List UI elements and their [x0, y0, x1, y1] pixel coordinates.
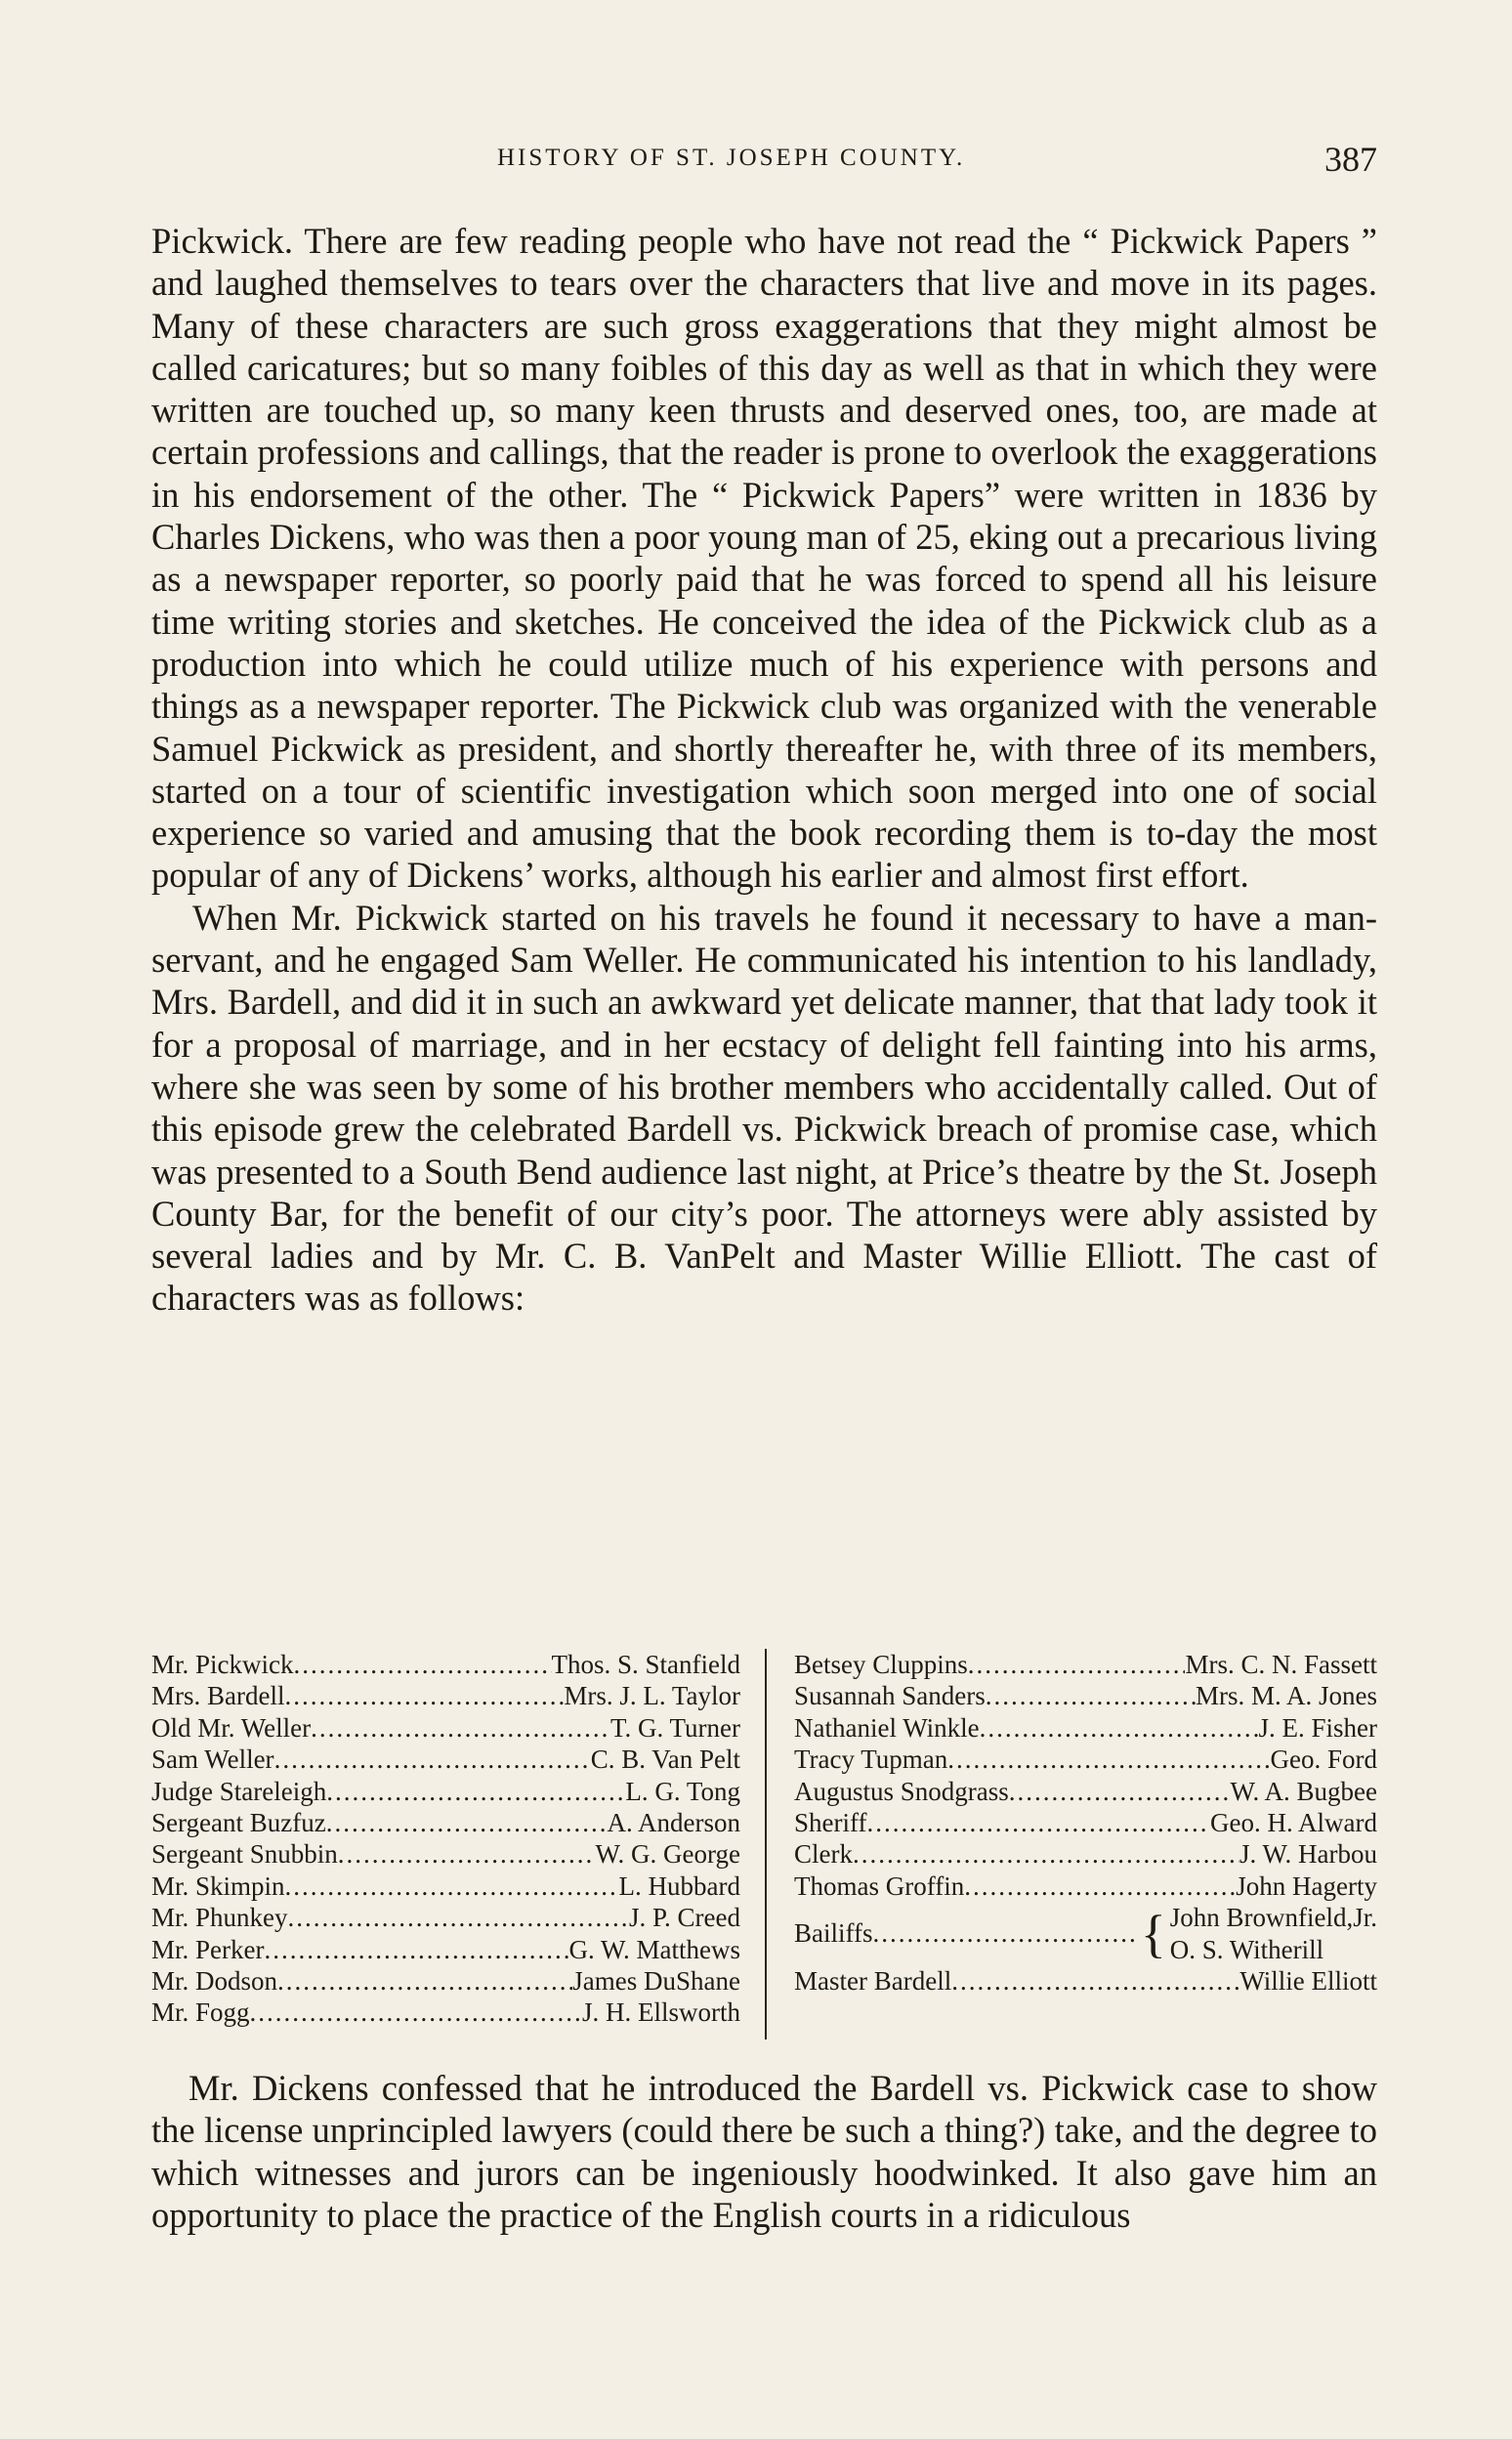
- cast-row: [151, 1649, 740, 1680]
- cast-actor: O. S. Witherill: [1169, 1934, 1324, 1964]
- cast-role: Mr. Pickwick: [151, 1650, 294, 1679]
- cast-role: Sam Weller: [151, 1745, 274, 1775]
- cast-actor: G. W. Matthews: [568, 1934, 740, 1964]
- cast-actor: J. E. Fisher: [1258, 1712, 1377, 1743]
- cast-row: [151, 1838, 740, 1870]
- cast-row: [151, 1997, 740, 2028]
- cast-role: Master Bardell: [794, 1965, 952, 1996]
- cast-role: Sergeant Snubbin: [151, 1839, 338, 1870]
- cast-actor: J. P. Creed: [629, 1903, 740, 1933]
- cast-actor: James DuShane: [572, 1965, 740, 1996]
- leader-dots: [285, 1871, 619, 1902]
- leader-dots: [326, 1807, 608, 1838]
- cast-role: Judge Stareleigh: [151, 1776, 327, 1806]
- cast-role: Betsey Cluppins: [794, 1650, 968, 1679]
- leader-dots: [853, 1838, 1239, 1870]
- leader-dots: [1009, 1776, 1231, 1807]
- cast-row: [151, 1934, 740, 1965]
- cast-actor: John Brownfield,Jr.: [1169, 1903, 1377, 1933]
- running-title: HISTORY OF ST. JOSEPH COUNTY.: [497, 145, 966, 171]
- cast-row: [794, 1807, 1377, 1838]
- bailiff-actors: [1170, 1902, 1377, 1965]
- cast-actor: W. G. George: [595, 1839, 740, 1870]
- body-text: [151, 220, 1377, 1320]
- cast-role: Clerk: [794, 1839, 853, 1870]
- cast-actor: Willie Elliott: [1239, 1965, 1377, 1996]
- cast-role: Tracy Tupman: [794, 1745, 948, 1775]
- leader-dots: [288, 1902, 629, 1933]
- leader-dots: [264, 1934, 568, 1965]
- cast-actor: Geo. H. Alward: [1210, 1807, 1377, 1837]
- leader-dots: [274, 1744, 591, 1775]
- cast-actor: A. Anderson: [607, 1807, 740, 1837]
- leader-dots: [873, 1917, 1137, 1949]
- leader-dots: [338, 1838, 596, 1870]
- cast-role: Bailiffs: [794, 1918, 873, 1949]
- cast-actor: J. H. Ellsworth: [582, 1997, 740, 2028]
- cast-role: Mr. Phunkey: [151, 1903, 288, 1933]
- cast-actor: John Hagerty: [1236, 1871, 1377, 1901]
- leader-dots: [326, 1776, 625, 1807]
- cast-actor: Mrs. M. A. Jones: [1195, 1681, 1377, 1711]
- cast-role: Mr. Dodson: [151, 1965, 278, 1996]
- cast-actor: J. W. Harbou: [1239, 1839, 1377, 1870]
- leader-dots: [284, 1680, 564, 1711]
- cast-row: [794, 1871, 1377, 1902]
- paragraph-bardell-case: When Mr. Pickwick started on his travels he found it necessary to have a man-servant, and he engaged Sam Weller. He communicated his intention to his landlady, Mrs. Bardell, and did it in such an awkward yet delicate manner, that that lady took it for a proposal of marriage, and in her ecstacy of delight fell fainting into his arms, where she was seen by some of his brother members who accidentally called. Out of this episode grew the celebrated Bardell vs. Pickwick breach of promise case, which was presented to a South Bend audience last night, at Price’s theatre by the St. Joseph County Bar, for the benefit of our city’s poor. The attorneys were ably assisted by several ladies and by Mr. C. B. VanPelt and Master Willie Elliott. The cast of characters was as follows:: [151, 897, 1377, 1319]
- cast-row: [794, 1965, 1377, 1997]
- bailiffs-row: [794, 1902, 1377, 1965]
- cast-role: Old Mr. Weller: [151, 1712, 312, 1743]
- cast-actor: Geo. Ford: [1270, 1745, 1377, 1775]
- cast-role: Mr. Fogg: [151, 1997, 250, 2028]
- leader-dots: [947, 1744, 1270, 1775]
- cast-row: [794, 1838, 1377, 1870]
- cast-actor: L. Hubbard: [618, 1871, 740, 1901]
- cast-row: [151, 1776, 740, 1807]
- page-header: [151, 139, 1377, 188]
- cast-role: Susannah Sanders: [794, 1681, 986, 1711]
- paragraph-dickens-confessed: Mr. Dickens confessed that he introduced the Bardell vs. Pickwick case to show the license unprincipled lawyers (could there be such a thing?) take, and the degree to which witnesses and jurors can be ingeniously hoodwinked. It also gave him an opportunity to place the practice of the English courts in a ridiculous: [151, 2068, 1377, 2235]
- cast-row: [151, 1712, 740, 1744]
- cast-role: Thomas Groffin: [794, 1871, 965, 1901]
- cast-role: Sergeant Buzfuz: [151, 1807, 326, 1837]
- cast-role: Mr. Perker: [151, 1934, 265, 1964]
- cast-actor: Mrs. J. L. Taylor: [564, 1681, 740, 1711]
- cast-row: [151, 1871, 740, 1902]
- cast-row: [794, 1712, 1377, 1744]
- cast-row: [794, 1680, 1377, 1711]
- cast-row: [151, 1807, 740, 1838]
- cast-actor: Thos. S. Stanfield: [551, 1650, 740, 1679]
- cast-role: Mr. Skimpin: [151, 1871, 285, 1901]
- cast-column-left: [151, 1649, 740, 2029]
- leader-dots: [964, 1871, 1236, 1902]
- cast-role: Nathaniel Winkle: [794, 1712, 980, 1743]
- cast-row: [151, 1902, 740, 1933]
- cast-role: Augustus Snodgrass: [794, 1776, 1009, 1806]
- page-number: 387: [1324, 140, 1377, 179]
- leader-dots: [968, 1649, 1186, 1680]
- leader-dots: [986, 1680, 1196, 1711]
- leader-dots: [277, 1965, 572, 1997]
- cast-role: Mrs. Bardell: [151, 1681, 285, 1711]
- cast-row: [794, 1744, 1377, 1775]
- cast-of-characters: [151, 1649, 1377, 2040]
- cast-role: Sheriff: [794, 1807, 867, 1837]
- column-divider: [765, 1649, 767, 2040]
- paragraph-pickwick-intro: Pickwick. There are few reading people who have not read the “ Pickwick Papers ” and laughed themselves to tears over the characters that live and move in its pages. Many of these characters are such gross exaggerations that they might almost be called caricatures; but so many foibles of this day as well as that in which they were written are touched up, so many keen thrusts and deserved ones, too, are made at certain professions and callings, that the reader is prone to overlook the exaggerations in his endorsement of the other. The “ Pickwick Papers” were written in 1836 by Charles Dickens, who was then a poor young man of 25, eking out a precarious living as a newspaper reporter, so poorly paid that he was forced to spend all his leisure time writing stories and sketches. He conceived the idea of the Pickwick club as a production into which he could utilize much of his experience with persons and things as a newspaper reporter. The Pickwick club was organized with the venerable Samuel Pickwick as president, and shortly thereafter he, with three of its members, started on a tour of scientific investigation which soon merged into one of social experience so varied and amusing that the book recording them is to-day the most popular of any of Dickens’ works, although his earlier and almost first effort.: [151, 221, 1377, 896]
- cast-row: [794, 1649, 1377, 1680]
- cast-row: [794, 1776, 1377, 1807]
- leader-dots: [311, 1712, 610, 1744]
- closing-text: [151, 2067, 1377, 2236]
- cast-actor: C. B. Van Pelt: [590, 1745, 740, 1775]
- leader-dots: [980, 1712, 1259, 1744]
- cast-row: [151, 1744, 740, 1775]
- cast-actor: L. G. Tong: [625, 1776, 740, 1806]
- cast-actor: W. A. Bugbee: [1230, 1776, 1377, 1806]
- leader-dots: [294, 1649, 552, 1680]
- leader-dots: [951, 1965, 1239, 1997]
- leader-dots: [867, 1807, 1211, 1838]
- leader-dots: [250, 1997, 582, 2028]
- cast-row: [151, 1965, 740, 1997]
- cast-column-right: [794, 1649, 1377, 1997]
- brace-glyph: {: [1140, 1904, 1166, 1963]
- cast-actor: Mrs. C. N. Fassett: [1185, 1650, 1377, 1679]
- cast-actor: T. G. Turner: [609, 1712, 740, 1743]
- cast-row: [151, 1680, 740, 1711]
